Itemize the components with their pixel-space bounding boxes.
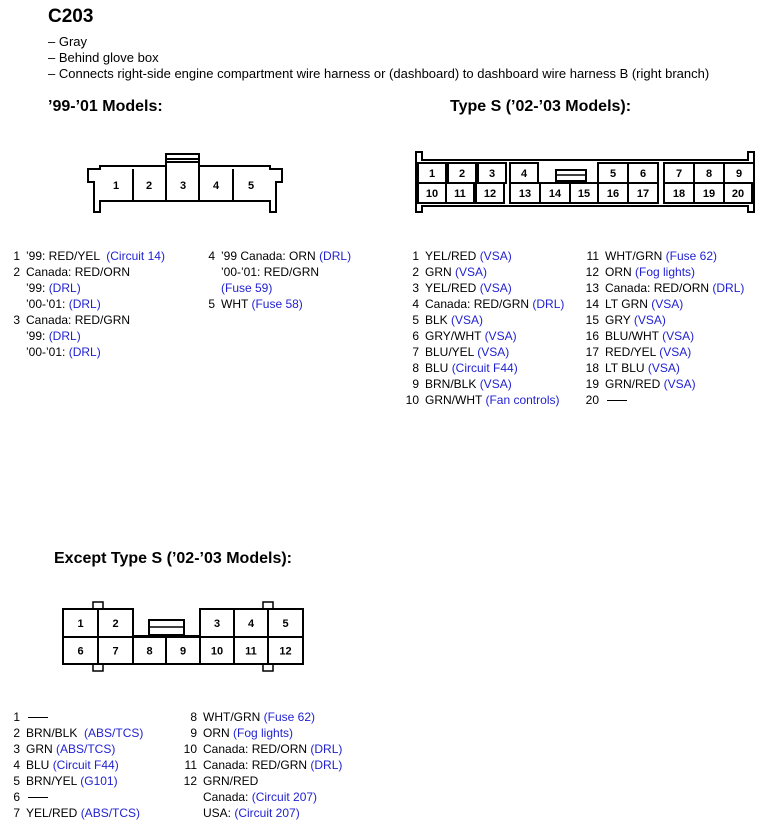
circuit-reference[interactable]: (ABS/TCS) (56, 742, 116, 756)
pin-row (4, 328, 165, 344)
wire-description: ’99: RED/YEL (26, 249, 107, 263)
pin-row (4, 264, 165, 280)
wire-description: WHT/GRN (203, 710, 264, 724)
pin-number: 9 (412, 377, 419, 391)
circuit-reference[interactable]: (Fuse 62) (263, 710, 316, 724)
pin-row (4, 312, 165, 328)
wire-description: BLK (425, 313, 452, 327)
pin-number: 18 (585, 361, 599, 375)
circuit-reference[interactable]: (Fan controls) (485, 393, 560, 407)
pin-number: 7 (13, 806, 20, 820)
pin-row (403, 312, 564, 328)
pin-row (181, 789, 342, 805)
circuit-reference[interactable]: (VSA) (479, 249, 512, 263)
wire-description: ’00-’01: RED/GRN (221, 265, 320, 279)
pin-list-except-col1 (4, 709, 143, 821)
cavity-label: 1 (112, 180, 120, 192)
cavity-label: 3 (179, 180, 187, 192)
circuit-reference[interactable]: (DRL) (310, 758, 343, 772)
wire-description: RED/YEL (605, 345, 660, 359)
pin-row (4, 709, 143, 725)
pin-number: 11 (184, 758, 197, 772)
cavity-label: 9 (735, 168, 743, 180)
circuit-reference[interactable]: (VSA) (659, 345, 692, 359)
circuit-reference[interactable]: (DRL) (68, 345, 101, 359)
circuit-reference[interactable]: (Circuit F44) (52, 758, 119, 772)
pin-number: 1 (412, 249, 419, 263)
cavity-label: 5 (609, 168, 617, 180)
pin-number: 2 (13, 265, 20, 279)
cavity-label: 5 (282, 618, 289, 630)
wire-description: Canada: (203, 790, 252, 804)
wire-description: BLU/YEL (425, 345, 478, 359)
pin-number: 14 (585, 297, 599, 311)
note-location: – Behind glove box (48, 50, 159, 65)
pin-number: 7 (412, 345, 419, 359)
pin-row (583, 312, 744, 328)
circuit-reference[interactable]: (VSA) (455, 265, 488, 279)
cavity-label: 2 (112, 618, 119, 630)
circuit-reference[interactable]: (Circuit F44) (451, 361, 518, 375)
cavity-label: 4 (212, 180, 220, 192)
wire-description: LT BLU (605, 361, 648, 375)
wire-description: Canada: RED/GRN (425, 297, 533, 311)
cavity-label: 5 (247, 180, 255, 192)
pin-row (403, 376, 564, 392)
pin-row (583, 360, 744, 376)
wire-description: GRN (26, 742, 56, 756)
circuit-reference[interactable]: (VSA) (484, 329, 517, 343)
wire-description: GRY (605, 313, 634, 327)
circuit-reference[interactable]: (Fuse 58) (251, 297, 303, 311)
wire-description: GRN/RED (605, 377, 664, 391)
pin-number: 6 (13, 790, 20, 804)
pin-row (4, 248, 165, 264)
cavity-label: 3 (488, 168, 496, 180)
pin-row (4, 789, 143, 805)
pin-number: 4 (13, 758, 20, 772)
pin-row (4, 773, 143, 789)
wire-description: BRN/YEL (26, 774, 81, 788)
circuit-reference[interactable]: (Circuit 207) (234, 806, 300, 820)
pin-list-99-01-col1 (4, 248, 165, 360)
pin-row (583, 264, 744, 280)
wire-description: ’99 Canada: ORN (221, 249, 320, 263)
pin-row (583, 376, 744, 392)
pin-number: 13 (585, 281, 599, 295)
cavity-label: 13 (518, 188, 532, 200)
pin-row (403, 280, 564, 296)
pin-number: 10 (405, 393, 419, 407)
circuit-reference[interactable]: (DRL) (532, 297, 565, 311)
cavity-label: 12 (279, 645, 292, 658)
pin-row (403, 392, 564, 408)
wire-description: BRN/BLK (425, 377, 480, 391)
circuit-reference[interactable]: (Fog lights) (635, 265, 696, 279)
cavity-label: 9 (179, 645, 187, 658)
wire-description: GRN/RED (203, 774, 259, 788)
wire-description: ’00-’01: (26, 345, 69, 359)
pin-row (583, 344, 744, 360)
pin-row (403, 344, 564, 360)
cavity-label: 15 (577, 188, 591, 200)
pin-row (583, 248, 744, 264)
pin-row (4, 741, 143, 757)
cavity-label: 11 (454, 188, 466, 200)
pin-number: 5 (208, 297, 215, 311)
unused-pin-dash (607, 400, 627, 401)
pin-row (181, 757, 342, 773)
wire-description: Canada: RED/ORN (605, 281, 713, 295)
circuit-reference[interactable]: (VSA) (477, 345, 510, 359)
wire-description: Canada: RED/GRN (26, 313, 131, 327)
pin-row (181, 741, 342, 757)
circuit-reference[interactable]: (DRL) (712, 281, 745, 295)
cavity-label: 1 (77, 618, 84, 630)
wire-description: Canada: RED/ORN (26, 265, 131, 279)
wire-description: BLU (425, 361, 452, 375)
cavity-label: 1 (428, 168, 436, 180)
pin-row (403, 360, 564, 376)
circuit-reference[interactable]: (Circuit 207) (251, 790, 318, 804)
cavity-label: 2 (145, 180, 153, 192)
pin-number: 3 (13, 742, 20, 756)
circuit-reference[interactable]: (VSA) (479, 377, 512, 391)
circuit-reference[interactable]: (ABS/TCS) (84, 726, 144, 740)
circuit-reference[interactable]: (DRL) (48, 329, 81, 343)
pin-row (199, 296, 351, 312)
pin-number: 16 (585, 329, 599, 343)
circuit-reference[interactable]: (Fuse 62) (665, 249, 718, 263)
pin-row (199, 248, 351, 264)
circuit-reference[interactable]: (VSA) (662, 329, 695, 343)
cavity-label: 17 (636, 188, 650, 200)
circuit-reference[interactable]: (VSA) (647, 361, 680, 375)
pin-row (4, 296, 165, 312)
unused-pin-dash (28, 797, 48, 798)
pin-row (4, 757, 143, 773)
pin-number: 4 (412, 297, 419, 311)
cavity-label: 4 (520, 168, 528, 180)
cavity-label: 8 (146, 645, 153, 658)
circuit-reference[interactable]: (Fuse 59) (221, 281, 273, 295)
cavity-label: 10 (210, 645, 224, 658)
pin-number: 19 (585, 377, 599, 391)
circuit-reference[interactable]: (VSA) (633, 313, 666, 327)
pin-number: 11 (586, 249, 599, 263)
pin-row (4, 725, 143, 741)
circuit-reference[interactable]: (VSA) (479, 281, 512, 295)
cavity-label: 8 (705, 168, 713, 180)
wire-description: ORN (605, 265, 635, 279)
pin-row (181, 773, 342, 789)
pin-row (583, 280, 744, 296)
pin-row (583, 296, 744, 312)
circuit-reference[interactable]: (VSA) (651, 297, 684, 311)
pin-row (199, 280, 351, 296)
cavity-label: 7 (675, 168, 683, 180)
wire-description: BRN/BLK (26, 726, 85, 740)
pin-row (181, 709, 342, 725)
pin-row (403, 296, 564, 312)
wire-description: GRY/WHT (425, 329, 485, 343)
wire-description: BLU/WHT (605, 329, 663, 343)
pin-list-type-s-col2 (583, 248, 744, 408)
wire-description: ’00-’01: (26, 297, 69, 311)
pin-number: 4 (208, 249, 215, 263)
pin-number: 6 (412, 329, 419, 343)
pin-number: 2 (412, 265, 419, 279)
circuit-reference[interactable]: (DRL) (319, 249, 352, 263)
cavity-label: 20 (731, 188, 745, 200)
cavity-label: 12 (483, 188, 497, 200)
pin-number: 10 (183, 742, 197, 756)
pin-number: 5 (412, 313, 419, 327)
circuit-reference[interactable]: (ABS/TCS) (80, 806, 141, 820)
wire-description: LT GRN (605, 297, 652, 311)
cavity-label: 4 (247, 618, 255, 630)
wire-description: BLU (26, 758, 53, 772)
pin-row (199, 264, 351, 280)
cavity-label: 3 (213, 618, 221, 630)
pin-number: 15 (585, 313, 599, 327)
wire-description: Canada: RED/ORN (203, 742, 311, 756)
pin-number: 17 (585, 345, 599, 359)
unused-pin-dash (28, 717, 48, 718)
pin-number: 5 (13, 774, 20, 788)
pin-list-99-01-col2 (199, 248, 351, 312)
note-color: – Gray (48, 34, 88, 49)
wire-description: GRN/WHT (425, 393, 486, 407)
circuit-reference[interactable]: (VSA) (451, 313, 484, 327)
wire-description: ’99: (26, 329, 49, 343)
pin-number: 2 (13, 726, 20, 740)
pin-row (181, 805, 342, 821)
pin-number: 12 (585, 265, 599, 279)
pin-row (181, 725, 342, 741)
pin-number: 1 (13, 249, 20, 263)
pin-row (403, 328, 564, 344)
pin-number: 8 (190, 710, 197, 724)
pin-number: 1 (13, 710, 20, 724)
cavity-label: 18 (672, 188, 686, 200)
cavity-label: 6 (77, 645, 84, 658)
pin-row (403, 248, 564, 264)
cavity-label: 6 (639, 168, 647, 180)
heading-type-s: Type S (’02-’03 Models): (450, 98, 632, 115)
circuit-reference[interactable]: (Circuit 14) (106, 249, 165, 263)
wire-description: USA: (203, 806, 235, 820)
connector-title: C203 (48, 6, 94, 27)
pin-row (4, 344, 165, 360)
circuit-reference[interactable]: (Fog lights) (233, 726, 294, 740)
cavity-label: 16 (606, 188, 620, 200)
heading-except-type-s: Except Type S (’02-’03 Models): (54, 550, 292, 567)
wire-description: Canada: RED/GRN (203, 758, 311, 772)
note-connects: – Connects right-side engine compartment wire harness or (dashboard) to dashboard wire harness B (right branch) (48, 66, 710, 81)
wire-description: WHT/GRN (605, 249, 666, 263)
wire-description: ORN (203, 726, 233, 740)
pin-number: 3 (412, 281, 419, 295)
cavity-label: 14 (548, 188, 562, 200)
pin-row (583, 392, 744, 408)
cavity-label: 11 (245, 645, 257, 658)
cavity-label: 2 (458, 168, 466, 180)
pin-number: 3 (13, 313, 20, 327)
cavity-label: 7 (112, 645, 119, 658)
pin-number: 8 (412, 361, 419, 375)
pin-list-type-s-col1 (403, 248, 564, 408)
pin-row (4, 805, 143, 821)
circuit-reference[interactable]: (G101) (80, 774, 118, 788)
heading-99-01: ’99-’01 Models: (48, 98, 163, 115)
cavity-label: 10 (425, 188, 439, 200)
wire-description: YEL/RED (425, 281, 480, 295)
wire-description: GRN (425, 265, 455, 279)
cavity-label: 19 (702, 188, 716, 200)
pin-number: 12 (183, 774, 197, 788)
wire-description: YEL/RED (26, 806, 81, 820)
circuit-reference[interactable]: (DRL) (68, 297, 101, 311)
pin-number: 9 (190, 726, 197, 740)
circuit-reference[interactable]: (DRL) (48, 281, 81, 295)
wire-description: ’99: (26, 281, 49, 295)
except-type-s-cavity-grid (63, 609, 303, 664)
circuit-reference[interactable]: (VSA) (663, 377, 696, 391)
wire-description: WHT (221, 297, 252, 311)
pin-number: 20 (585, 393, 599, 407)
pin-row (403, 264, 564, 280)
circuit-reference[interactable]: (DRL) (310, 742, 343, 756)
pin-row (583, 328, 744, 344)
wire-description: YEL/RED (425, 249, 480, 263)
pin-list-except-col2 (181, 709, 342, 821)
pin-row (4, 280, 165, 296)
